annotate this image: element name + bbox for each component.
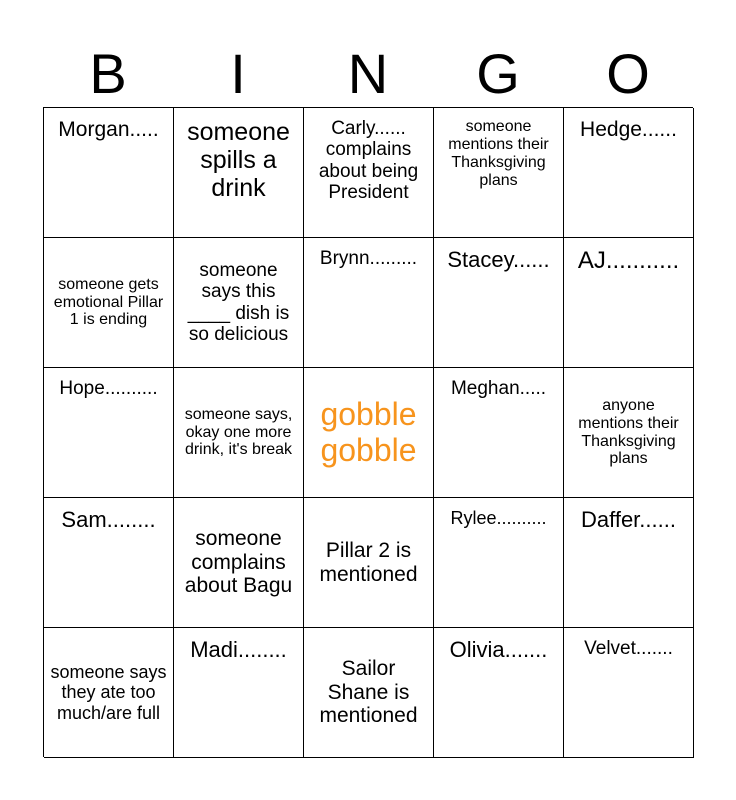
free-space-text: gobble gobble: [320, 395, 417, 468]
bingo-header: [43, 40, 693, 108]
bingo-cell-r2c4[interactable]: [434, 238, 564, 368]
bingo-cell-free-space[interactable]: [304, 368, 434, 498]
bingo-cell-r2c2[interactable]: [174, 238, 304, 368]
cell-text: someone gets emotional Pillar 1 is ending: [53, 275, 164, 329]
cell-text: someone says this ____ dish is so delicious: [187, 259, 290, 345]
bingo-cell-r3c2[interactable]: [174, 368, 304, 498]
cell-text: Hope..........: [59, 378, 158, 399]
bingo-cell-r5c1[interactable]: [44, 628, 174, 758]
cell-text: Brynn.........: [319, 248, 418, 269]
cell-text: Sailor Shane is mentioned: [319, 657, 418, 728]
bingo-cell-r2c3[interactable]: [304, 238, 434, 368]
cell-text: Velvet.......: [584, 638, 673, 659]
header-letter-g: G: [476, 42, 520, 105]
bingo-cell-r5c2[interactable]: [174, 628, 304, 758]
bingo-cell-r4c4[interactable]: [434, 498, 564, 628]
cell-text: Hedge......: [580, 118, 677, 141]
cell-text: AJ...........: [577, 247, 680, 274]
cell-text: someone spills a drink: [187, 118, 290, 202]
bingo-board: [43, 107, 693, 757]
cell-text: someone mentions their Thanksgiving plans: [448, 118, 549, 189]
cell-text: anyone mentions their Thanksgiving plans: [578, 396, 679, 468]
header-letter-n: N: [347, 42, 389, 105]
bingo-cell-r2c5[interactable]: [564, 238, 694, 368]
cell-text: Stacey......: [447, 247, 550, 272]
bingo-cell-r3c5[interactable]: [564, 368, 694, 498]
cell-text: someone complains about Bagu: [184, 527, 293, 598]
bingo-cell-r5c4[interactable]: [434, 628, 564, 758]
cell-text: someone says, okay one more drink, it's break: [184, 405, 293, 459]
bingo-cell-r4c5[interactable]: [564, 498, 694, 628]
bingo-cell-r1c3[interactable]: [304, 108, 434, 238]
bingo-cell-r4c2[interactable]: [174, 498, 304, 628]
cell-text: someone says they ate too much/are full: [50, 662, 167, 723]
bingo-cell-r1c2[interactable]: [174, 108, 304, 238]
cell-text: Daffer......: [581, 507, 676, 532]
bingo-cell-r5c3[interactable]: [304, 628, 434, 758]
bingo-cell-r3c4[interactable]: [434, 368, 564, 498]
header-letter-o: O: [606, 42, 650, 105]
cell-text: Carly...... complains about being President: [318, 118, 419, 203]
cell-text: Morgan.....: [58, 118, 159, 141]
cell-text: Pillar 2 is mentioned: [319, 538, 418, 586]
bingo-cell-r4c1[interactable]: [44, 498, 174, 628]
bingo-cell-r5c5[interactable]: [564, 628, 694, 758]
bingo-cell-r1c1[interactable]: [44, 108, 174, 238]
bingo-cell-r3c1[interactable]: [44, 368, 174, 498]
bingo-cell-r2c1[interactable]: [44, 238, 174, 368]
header-letter-b: B: [89, 42, 127, 105]
bingo-cell-r1c5[interactable]: [564, 108, 694, 238]
cell-text: Meghan.....: [450, 378, 547, 399]
cell-text: Rylee..........: [450, 508, 547, 528]
cell-text: Madi........: [190, 637, 287, 662]
cell-text: Olivia.......: [449, 637, 548, 662]
bingo-cell-r1c4[interactable]: [434, 108, 564, 238]
cell-text: Sam........: [61, 507, 156, 532]
bingo-cell-r4c3[interactable]: [304, 498, 434, 628]
header-letter-i: I: [230, 42, 246, 105]
